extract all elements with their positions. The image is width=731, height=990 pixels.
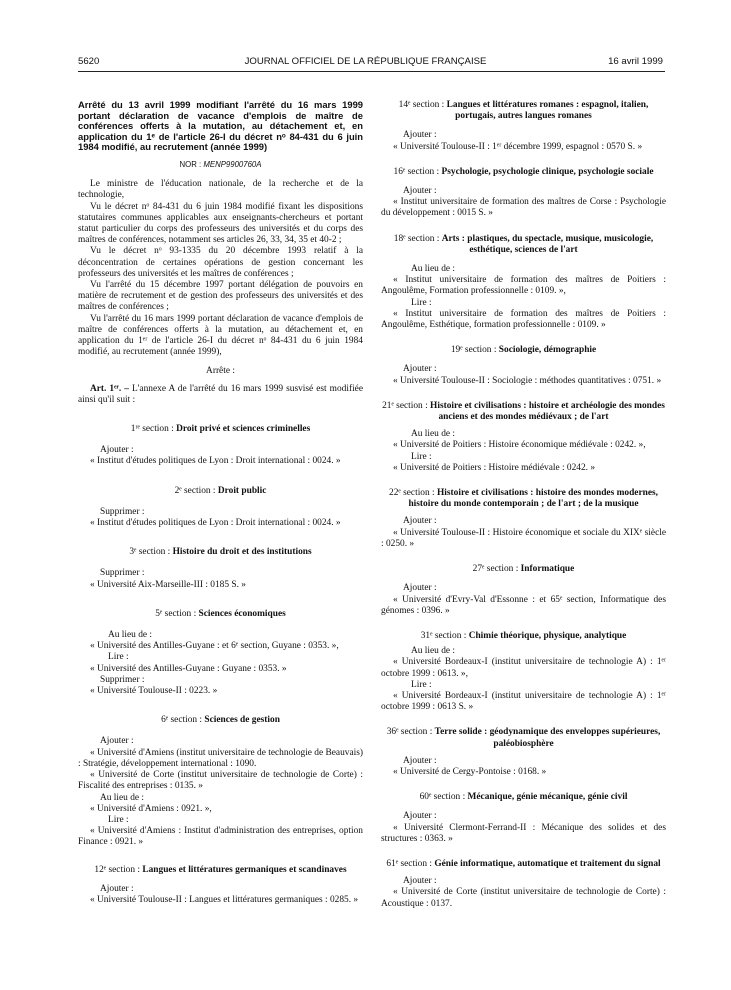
section-heading: 2ᵉ section : Droit public	[174, 485, 267, 496]
action-text: « Université Bordeaux-I (institut universitaire de technologie A) : 1ᵉʳ octobre 1999 : 0613 S. »	[381, 690, 666, 713]
right-column	[381, 100, 666, 910]
section-heading: 18ᵉ section : Arts : plastiques, du spectacle, musique, musicologie, esthétique, sciences de l'art	[393, 233, 654, 255]
action-text: « Institut universitaire de formation des maîtres de Poitiers : Angoulême, Formation professionnelle : 0109. »,	[381, 275, 666, 297]
section-heading: 16ᵉ section : Psychologie, psychologie clinique, psychologie sociale	[393, 166, 654, 177]
action-text: « Université Bordeaux-I (institut universitaire de technologie A) : 1ᵉʳ octobre 1999 : 0613. »,	[381, 657, 666, 679]
action-text: « Université Clermont-Ferrand-II : Mécanique des solides et des structures : 0363. »	[381, 822, 666, 844]
section-heading: 60ᵉ section : Mécanique, génie mécanique, génie civil	[419, 792, 628, 803]
action-label: Supprimer :	[100, 674, 145, 685]
action-text: « Université d'Evry-Val d'Essonne : et 65ᵉ section, Informatique des génomes : 0396. »	[381, 594, 666, 616]
action-text: « Institut d'études politiques de Lyon : Droit international : 0024. »	[90, 456, 341, 467]
section-heading: 61ᵉ section : Génie informatique, automatique et traitement du signal	[386, 858, 661, 869]
action-label: Lire :	[411, 451, 432, 462]
action-label: Ajouter :	[403, 811, 437, 822]
action-text: « Université des Antilles-Guyane : Guyane : 0353. »	[90, 663, 287, 674]
article-1: Art. 1ᵉʳ. – L'annexe A de l'arrêté du 16 mars 1999 susvisé est modifiée ainsi qu'il suit :	[78, 383, 363, 405]
section-heading: 27ᵉ section : Informatique	[472, 564, 575, 575]
preamble-minister: Le ministre de l'éducation nationale, de la recherche et de la technologie,	[78, 179, 363, 201]
action-label: Au lieu de :	[411, 429, 456, 440]
journal-title: JOURNAL OFFICIEL DE LA RÉPUBLIQUE FRANÇAISE	[244, 56, 487, 67]
section-heading: 31ᵉ section : Chimie théorique, physique, analytique	[420, 630, 627, 641]
section-heading: 12ᵉ section : Langues et littératures germaniques et scandinaves	[94, 864, 347, 875]
action-label: Ajouter :	[403, 583, 437, 594]
section-heading: 36ᵉ section : Terre solide : géodynamique des enveloppes supérieures, paléobiosphère	[386, 727, 661, 749]
preamble-vu-2: Vu le décret nᵒ 93-1335 du 20 décembre 1993 relatif à la déconcentration de certaines opérations de gestion concernant les professeurs des universités et les maîtres de conférences ;	[78, 246, 363, 279]
action-text: « Institut universitaire de formation des maîtres de Corse : Psychologie du développement : 0015 S. »	[381, 197, 666, 219]
action-label: Ajouter :	[403, 186, 437, 197]
action-label: Au lieu de :	[108, 630, 153, 641]
action-text: « Université de Corte (institut universitaire de technologie de Corte) : Acoustique : 0137.	[381, 887, 666, 909]
action-label: Lire :	[411, 679, 432, 690]
action-text: « Université de Poitiers : Histoire économique médiévale : 0242. »,	[393, 440, 646, 451]
section-heading: 3ᵉ section : Histoire du droit et des institutions	[129, 547, 312, 558]
action-label: Ajouter :	[403, 755, 437, 766]
decree-title: Arrêté du 13 avril 1999 modifiant l'arrêté du 16 mars 1999 portant déclaration de vacance d'emplois de maître de conférences offerts à la mutation, au détachement et, en application du 1ᵉ de l'article 26-I du décret nᵒ 84-431 du 6 juin 1984 modifié, au recrutement (année 1999)	[78, 99, 363, 153]
section-heading: 14ᵉ section : Langues et littératures romanes : espagnol, italien, portugais, autres langues romanes	[398, 100, 649, 122]
section-heading: 5ᵉ section : Sciences économiques	[155, 608, 286, 619]
issue-date: 16 avril 1999	[608, 56, 663, 67]
action-label: Ajouter :	[100, 445, 134, 456]
action-text: « Université d'Amiens : 0921. »,	[90, 803, 212, 814]
action-text: « Université de Poitiers : Histoire médiévale : 0242. »	[393, 462, 596, 473]
action-label: Ajouter :	[403, 364, 437, 375]
page-number: 5620	[78, 56, 100, 67]
action-label: Lire :	[108, 814, 129, 825]
preamble-vu-1: Vu le décret nᵒ 84-431 du 6 juin 1984 modifié fixant les dispositions statutaires communes applicables aux enseignants-chercheurs et portant statut particulier du corps des professeurs des universités et du corps des maîtres de conférences, notamment ses articles 26, 33, 34, 35 et 40-2 ;	[78, 201, 363, 246]
action-label: Ajouter :	[403, 876, 437, 887]
section-heading: 21ᵉ section : Histoire et civilisations : histoire et archéologie des mondes anciens et des mondes médiévaux ; de l'art	[382, 400, 665, 423]
action-text: « Université Toulouse-II : 0223. »	[90, 686, 218, 697]
action-text: « Université de Corte (institut universitaire de technologie de Corte) : Fiscalité des entreprises : 0135. »	[78, 770, 363, 792]
section-heading: 22ᵉ section : Histoire et civilisations : histoire des mondes modernes, histoire du monde contemporain ; de l'art ; de la musique	[389, 488, 658, 510]
action-label: Ajouter :	[403, 130, 437, 141]
action-label: Lire :	[411, 297, 432, 308]
action-text: « Université de Cergy-Pontoise : 0168. »	[393, 766, 547, 777]
action-text: « Université Toulouse-II : Sociologie : méthodes quantitatives : 0751. »	[393, 375, 662, 386]
action-label: Au lieu de :	[100, 792, 145, 803]
action-text: « Université Aix-Marseille-III : 0185 S. »	[90, 579, 246, 590]
action-text: « Université Toulouse-II : Langues et littératures germaniques : 0285. »	[90, 894, 359, 905]
action-text: « Université d'Amiens (institut universitaire de technologie de Beauvais) : Stratégie, développement international : 1090.	[78, 747, 363, 769]
header-rule	[78, 71, 665, 72]
section-heading: 19ᵉ section : Sociologie, démographie	[450, 345, 597, 356]
nor-reference: NOR : MENP9900760A	[179, 159, 262, 169]
action-text: « Université d'Amiens : Institut d'administration des entreprises, option Finance : 0921. »	[78, 826, 363, 848]
action-label: Ajouter :	[100, 736, 134, 747]
action-text: « Institut universitaire de formation des maîtres de Poitiers : Angoulême, Esthétique, formation professionnelle : 0109. »	[381, 308, 666, 331]
action-label: Lire :	[108, 652, 129, 663]
action-text: « Université Toulouse-II : Histoire économique et sociale du XIXᵉ siècle : 0250. »	[381, 527, 666, 549]
action-text: « Université Toulouse-II : 1ᵉʳ décembre 1999, espagnol : 0570 S. »	[393, 141, 643, 152]
action-label: Ajouter :	[403, 516, 437, 527]
section-heading: 1ʳᵉ section : Droit privé et sciences criminelles	[130, 424, 311, 435]
preamble-vu-4: Vu l'arrêté du 16 mars 1999 portant déclaration de vacance d'emplois de maître de conférences offerts à la mutation, au détachement et, en application du 1ᵉʳ de l'article 26-I du décret nᵒ 84-431 du 6 juin 1984 modifié, au recrutement (année 1999),	[78, 313, 363, 358]
arrete-heading: Arrête :	[206, 366, 235, 377]
section-heading: 6ᵉ section : Sciences de gestion	[161, 715, 280, 726]
left-column	[78, 100, 363, 906]
page-header	[0, 56, 731, 70]
action-label: Supprimer :	[100, 568, 145, 579]
action-label: Au lieu de :	[411, 646, 456, 657]
action-text: « Institut d'études politiques de Lyon : Droit international : 0024. »	[90, 518, 341, 529]
action-label: Supprimer :	[100, 506, 145, 517]
preamble-vu-3: Vu l'arrêté du 15 décembre 1997 portant délégation de pouvoirs en matière de recrutement et de gestion des professeurs des universités et des maîtres de conférences ;	[78, 280, 363, 313]
action-label: Au lieu de :	[411, 264, 456, 275]
action-label: Ajouter :	[100, 883, 134, 894]
action-text: « Université des Antilles-Guyane : et 6ᵉ section, Guyane : 0353. »,	[90, 641, 339, 652]
